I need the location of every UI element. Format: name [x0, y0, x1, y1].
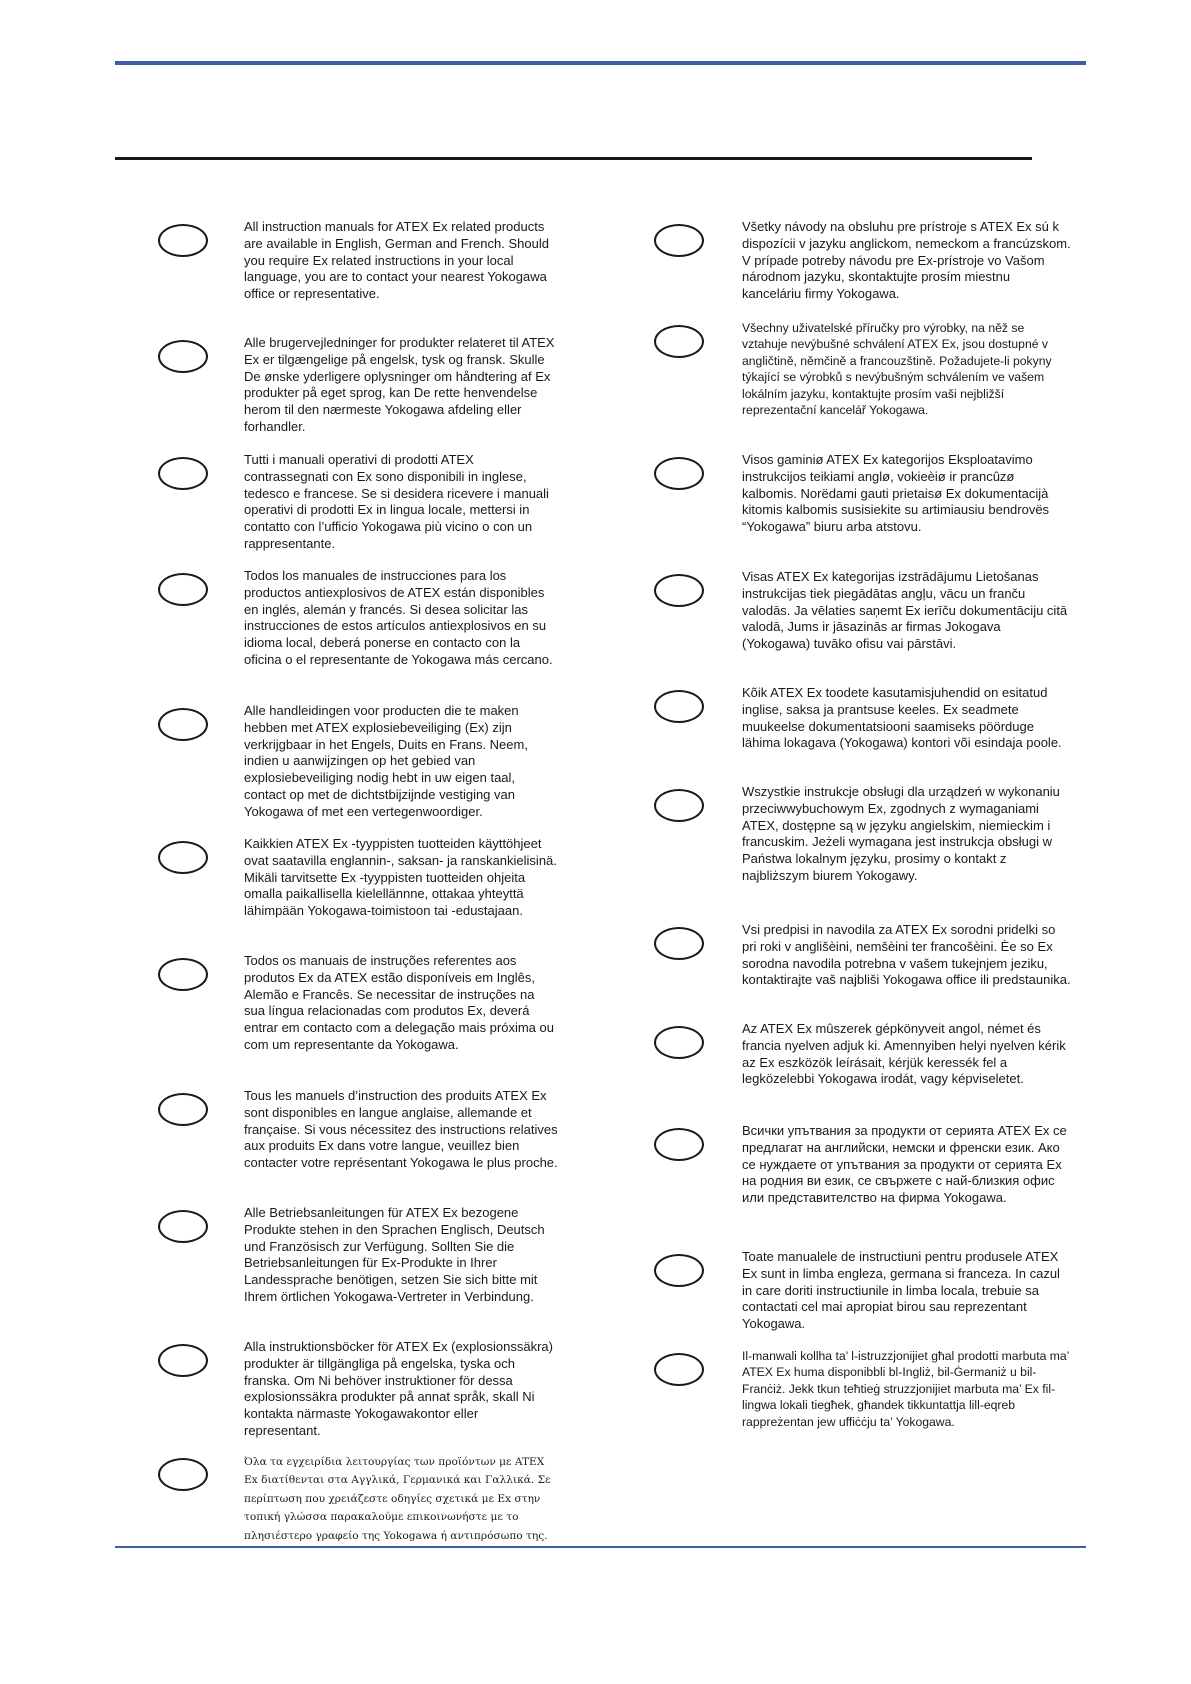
- entry-text: Všechny uživatelské příručky pro výrobky, na něž se vztahuje nevýbušné schválení ATEX Ex, jsou dostupné v angličtině, němčině a francouzštině. Požadujete-li pokyny týkající se výrobků s nevýbušným schválením ve vašem lokálním jazyku, kontaktujte prosím vaši nejbližší reprezentační kancelář Yokogawa.: [742, 321, 1052, 418]
- entry-text: Всички упътвания за продукти от серията ATEX Ex се предлагат на английски, немски и френски език. Ако се нуждаете от упътвания за продукти от серията Ex на родния ви език, се свържете с най-близкия офис или представителство на фирма Yokogawa.: [742, 1123, 1067, 1206]
- entry-text: Kaikkien ATEX Ex -tyyppisten tuotteiden käyttöhjeet ovat saatavilla englannin-, saksan- ja ranskankielisinä. Mikäli tarvitsette Ex -tyyppisten tuotteiden ohjeita omalla paikallisella kielellännne, ottakaa yhteyttä lähimpään Yokogawa-toimistoon tai -edustajaan.: [244, 836, 557, 919]
- entry-text: Alle handleidingen voor producten die te maken hebben met ATEX explosiebeveiliging (Ex) zijn verkrijgbaar in het Engels, Duits en Frans. Neem, indien u aanwijzingen op het gebied van explosiebeveiliging nodig hebt in uw eigen taal, contact op met de dichtstbijzijnde vestiging van Yokogawa of met een vertegenwoordiger.: [244, 703, 528, 819]
- entry-text: Toate manualele de instructiuni pentru produsele ATEX Ex sunt in limba engleza, germana si franceza. In cazul in care doriti instructiunile in limba locala, trebuie sa contactati cel mai apropiat birou sau reprezentant Yokogawa.: [742, 1249, 1060, 1332]
- language-oval: [654, 1128, 704, 1161]
- entry-text: Wszystkie instrukcje obsługi dla urządzeń w wykonaniu przeciwwybuchowym Ex, zgodnych z wymaganiami ATEX, dostępne są w języku angielskim, niemieckim i francuskim. Jeżeli wymagana jest instrukcja obsługi w Państwa lokalnym języku, prosimy o kontakt z najbliższym biurem Yokogawy.: [742, 784, 1060, 883]
- entry-text: Alle Betriebsanleitungen für ATEX Ex bezogene Produkte stehen in den Sprachen Englisch, Deutsch und Französisch zur Verfügung. Sollten Sie die Betriebsanleitungen für Ex-Produkte in Ihrer Landessprache benötigen, setzen Sie sich bitte mit Ihrem örtlichen Yokogawa-Vertreter in Verbindung.: [244, 1205, 545, 1304]
- language-oval: [654, 1353, 704, 1386]
- entry-text: Visas ATEX Ex kategorijas izstrādājumu Lietošanas instrukcijas tiek piegādātas angļu, vācu un franču valodās. Ja vēlaties saņemt Ex ierīču dokumentāciju citā valodā, Jums ir jāsazinās ar firmas Jokogava (Yokogawa) tuvāko ofisu vai pārstāvi.: [742, 569, 1068, 652]
- language-oval: [158, 1458, 208, 1491]
- entry-text: Tous les manuels d’instruction des produits ATEX Ex sont disponibles en langue anglaise, allemande et française. Si vous nécessitez des instructions relatives aux produits Ex dans votre langue, veuillez bien contacter votre représentant Yokogawa le plus proche.: [244, 1088, 558, 1171]
- language-oval: [158, 708, 208, 741]
- language-oval: [158, 1093, 208, 1126]
- entry-text: Il-manwali kollha ta’ l-istruzzjonijiet għal prodotti marbuta ma’ ATEX Ex huma disponibbli bl-Ingliż, bil-Ġermaniż u bil-Franċiż. Jekk tkun teħtieġ struzzjonijiet marbuta ma’ Ex fil-lingwa lokali tiegħek, għandek tikkuntattja lill-eqreb rappreżentan jew uffiċċju ta’ Yokogawa.: [742, 1349, 1069, 1429]
- entry-text: Todos os manuais de instruções referentes aos produtos Ex da ATEX estão disponíveis em Inglês, Alemão e Francês. Se necessitar de instruções na sua língua relacionadas com produtos Ex, deverá entrar em contacto com a delegação mais próxima ou com um representante da Yokogawa.: [244, 953, 554, 1052]
- entry-text: Všetky návody na obsluhu pre prístroje s ATEX Ex sú k dispozícii v jazyku anglickom, nemeckom a francúzskom. V prípade potreby návodu pre Ex-prístroje vo Vašom národnom jazyku, skontaktujte prosím miestnu kanceláriu firmy Yokogawa.: [742, 219, 1071, 302]
- entry-text: Kõik ATEX Ex toodete kasutamisjuhendid on esitatud inglise, saksa ja prantsuse keeles. Ex seadmete muukeelse dokumentatsiooni saamiseks pöörduge lähima lokagava (Yokogawa) kontori või esindaja poole.: [742, 685, 1062, 751]
- footer-rule-blue: [115, 1546, 1086, 1548]
- entry-text: Vsi predpisi in navodila za ATEX Ex sorodni pridelki so pri roki v anglišèini, nemšèini ter francošèini. Èe so Ex sorodna navodila potrebna v vašem tukejnjem jeziku, kontaktirajte vaš najbliši Yokogawa office ili predstaunika.: [742, 922, 1071, 988]
- language-oval: [158, 224, 208, 257]
- entry-text: Όλα τα εγχειρίδια λειτουργίας των προϊόντων με ATEX Ex διατίθενται στα Αγγλικά, Γερμανικά και Γαλλικά. Σε περίπτωση που χρειάζεστε οδηγίες σχετικά με Ex στην τοπική γλώσσα παρακαλούμε επικοινωνήστε με το πλησιέστερο γραφείο της Yokogawa ή αντιπρόσωπο της.: [244, 1456, 551, 1542]
- language-oval: [654, 690, 704, 723]
- language-oval: [158, 457, 208, 490]
- language-oval: [654, 457, 704, 490]
- language-oval: [158, 573, 208, 606]
- entry-text: Todos los manuales de instrucciones para los productos antiexplosivos de ATEX están disponibles en inglés, alemán y francés. Si desea solicitar las instrucciones de estos artículos antiexplosivos en su idioma local, deberá ponerse en contacto con la oficina o el representante de Yokogawa más cercano.: [244, 568, 553, 667]
- header-rule-black: [115, 157, 1032, 160]
- language-oval: [654, 1254, 704, 1287]
- header-rule-blue: [115, 61, 1086, 65]
- entry-text: Alla instruktionsböcker för ATEX Ex (explosionssäkra) produkter är tillgängliga på engelska, tyska och franska. Om Ni behöver instruktioner för dessa explosionssäkra produkter på annat språk, skall Ni kontakta närmaste Yokogawakontor eller representant.: [244, 1339, 553, 1438]
- entry-text: Tutti i manuali operativi di prodotti ATEX contrassegnati con Ex sono disponibili in inglese, tedesco e francese. Se si desidera ricevere i manuali operativi di prodotti Ex in lingua locale, mettersi in contatto con l’ufficio Yokogawa più vicino o con un rappresentante.: [244, 452, 549, 551]
- language-oval: [654, 789, 704, 822]
- language-oval: [654, 1026, 704, 1059]
- language-oval: [654, 927, 704, 960]
- language-oval: [654, 325, 704, 358]
- entry-text: Visos gaminiø ATEX Ex kategorijos Eksploatavimo instrukcijos teikiami anglø, vokieèiø ir prancûzø kalbomis. Norëdami gauti prietaisø Ex dokumentacijà kitomis kalbomis susisiekite su artimiausiu bendrovës “Yokogawa” biuru arba atstovu.: [742, 452, 1050, 535]
- language-oval: [158, 340, 208, 373]
- language-oval: [158, 1210, 208, 1243]
- language-oval: [654, 574, 704, 607]
- entry-text: All instruction manuals for ATEX Ex related products are available in English, German and French. Should you require Ex related instructions in your local language, you are to contact your nearest Yokogawa office or representative.: [244, 219, 549, 302]
- language-oval: [158, 1344, 208, 1377]
- language-oval: [654, 224, 704, 257]
- entry-text: Alle brugervejledninger for produkter relateret til ATEX Ex er tilgængelige på engelsk, tysk og fransk. Skulle De ønske yderligere oplysninger om håndtering af Ex produkter på eget sprog, kan De rette henvendelse herom til den nærmeste Yokogawa afdeling eller forhandler.: [244, 335, 555, 434]
- language-oval: [158, 841, 208, 874]
- language-oval: [158, 958, 208, 991]
- entry-text: Az ATEX Ex mûszerek gépkönyveit angol, német és francia nyelven adjuk ki. Amennyiben helyi nyelven kérik az Ex eszközök leírásait, kérjük keressék fel a legközelebbi Yokogawa irodát, vagy képviseletet.: [742, 1021, 1066, 1087]
